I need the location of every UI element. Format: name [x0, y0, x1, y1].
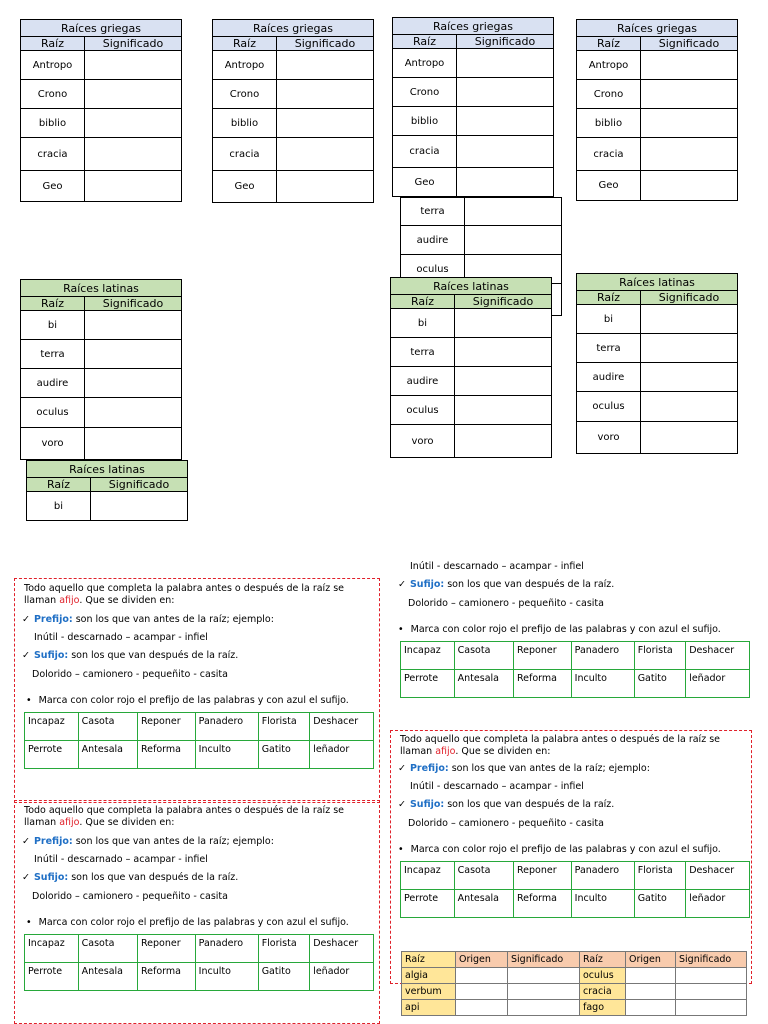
- root-cell: Geo: [393, 168, 457, 197]
- check-icon: ✓: [22, 650, 30, 662]
- root-cell: voro: [21, 428, 85, 460]
- meaning-cell[interactable]: [641, 80, 738, 109]
- prefix-examples: Inútil - descarnado – acampar - infiel: [34, 854, 208, 866]
- column-header-root: Raíz: [21, 297, 85, 311]
- bullet-icon: •: [26, 917, 32, 929]
- affix-intro: Todo aquello que completa la palabra antes o después de la raíz se llaman afijo. Que se dividen en:: [24, 583, 344, 607]
- column-header-origin: Origen: [456, 952, 508, 968]
- prefix-definition: ✓ Prefijo: son los que van antes de la raíz; ejemplo:: [22, 835, 274, 847]
- greek-roots-table-2: [212, 19, 374, 203]
- column-header-meaning: Significado: [508, 952, 580, 968]
- word-cell[interactable]: Gatito: [258, 963, 310, 991]
- meaning-cell[interactable]: [455, 396, 552, 425]
- meaning-cell[interactable]: [457, 168, 554, 197]
- affix-block-right-partial: [400, 561, 750, 698]
- check-icon: ✓: [22, 835, 30, 847]
- suffix-definition: ✓ Sufijo: son los que van después de la raíz.: [398, 579, 615, 591]
- word-cell[interactable]: Perrote: [25, 963, 79, 991]
- root-cell: Geo: [213, 171, 277, 203]
- word-cell[interactable]: Reponer: [513, 642, 571, 670]
- meaning-cell[interactable]: [85, 428, 182, 460]
- meaning-cell[interactable]: [455, 338, 552, 367]
- affix-intro: Todo aquello que completa la palabra antes o después de la raíz se llaman afijo. Que se dividen en:: [24, 805, 344, 829]
- column-header-root: Raíz: [213, 37, 277, 51]
- bullet-icon: •: [26, 695, 32, 707]
- column-header-meaning: Significado: [641, 291, 738, 305]
- column-header-root: Raíz: [27, 478, 91, 492]
- root-cell: bi: [21, 311, 85, 340]
- suffix-label: Sufijo:: [409, 799, 445, 811]
- root-cell: oculus: [577, 392, 641, 422]
- root-cell: oculus: [21, 398, 85, 428]
- meaning-cell[interactable]: [457, 78, 554, 107]
- instruction: • Marca con color rojo el prefijo de las palabras y con azul el sufijo.: [26, 695, 349, 707]
- root-cell: Crono: [577, 80, 641, 109]
- root-cell: voro: [391, 425, 455, 458]
- word-table: [400, 641, 750, 698]
- prefix-definition: ✓ Prefijo: son los que van antes de la raíz; ejemplo:: [398, 762, 650, 774]
- word-cell[interactable]: Reforma: [513, 890, 571, 918]
- column-header-meaning: Significado: [277, 37, 374, 51]
- meaning-cell[interactable]: [641, 138, 738, 171]
- root-cell: terra: [391, 338, 455, 367]
- meaning-cell[interactable]: [641, 392, 738, 422]
- suffix-definition: ✓ Sufijo: son los que van después de la raíz.: [398, 799, 615, 811]
- word-cell[interactable]: Incapaz: [25, 713, 79, 741]
- prefix-definition: ✓ Prefijo: son los que van antes de la raíz; ejemplo:: [22, 613, 274, 625]
- meaning-cell[interactable]: [85, 369, 182, 398]
- word-cell[interactable]: Reforma: [137, 963, 195, 991]
- meaning-cell[interactable]: [455, 309, 552, 338]
- prefix-label: Prefijo:: [33, 613, 73, 625]
- word-cell[interactable]: Deshacer: [310, 935, 374, 963]
- root-cell: Crono: [213, 80, 277, 109]
- column-header-root: Raíz: [580, 952, 626, 968]
- greek-roots-table-4: [576, 19, 738, 201]
- word-cell[interactable]: Inculto: [571, 890, 634, 918]
- root-cell: audire: [577, 363, 641, 392]
- table-title: Raíces latinas: [391, 278, 552, 295]
- latin-roots-table-3: [576, 273, 738, 454]
- latin-roots-table-1: [20, 279, 182, 460]
- origin-cell[interactable]: [626, 984, 676, 1000]
- word-cell[interactable]: Panadero: [571, 642, 634, 670]
- meaning-cell[interactable]: [85, 340, 182, 369]
- word-cell[interactable]: leñador: [686, 670, 750, 698]
- check-icon: ✓: [398, 762, 406, 774]
- word-cell[interactable]: Antesala: [78, 963, 137, 991]
- suffix-label: Sufijo:: [33, 650, 69, 662]
- word-cell[interactable]: Gatito: [634, 890, 686, 918]
- greek-roots-table-3: [392, 17, 554, 197]
- afijo-term: afijo: [435, 746, 456, 758]
- meaning-cell[interactable]: [641, 334, 738, 363]
- root-cell: Crono: [393, 78, 457, 107]
- meaning-cell[interactable]: [457, 49, 554, 78]
- meaning-cell[interactable]: [641, 363, 738, 392]
- word-cell[interactable]: Casota: [78, 713, 137, 741]
- meaning-cell[interactable]: [277, 80, 374, 109]
- check-icon: ✓: [22, 613, 30, 625]
- word-table: [24, 934, 374, 991]
- root-cell: Geo: [577, 171, 641, 201]
- root-cell: Antropo: [213, 51, 277, 80]
- origin-cell[interactable]: [456, 968, 508, 984]
- meaning-cell[interactable]: [85, 311, 182, 340]
- meaning-cell[interactable]: [277, 171, 374, 203]
- meaning-cell[interactable]: [641, 109, 738, 138]
- word-cell[interactable]: Casota: [78, 935, 137, 963]
- instruction: • Marca con color rojo el prefijo de las palabras y con azul el sufijo.: [26, 917, 349, 929]
- latin-roots-table-2: [390, 277, 552, 458]
- instruction: • Marca con color rojo el prefijo de las palabras y con azul el sufijo.: [398, 844, 721, 856]
- check-icon: ✓: [398, 799, 406, 811]
- root-cell: audire: [21, 369, 85, 398]
- word-cell[interactable]: Reforma: [513, 670, 571, 698]
- root-cell: oculus: [391, 396, 455, 425]
- meaning-cell[interactable]: [641, 51, 738, 80]
- meaning-cell[interactable]: [641, 171, 738, 201]
- root-cell: Antropo: [21, 51, 85, 80]
- word-cell[interactable]: Reponer: [137, 935, 195, 963]
- meaning-cell[interactable]: [91, 492, 188, 521]
- column-header-meaning: Significado: [85, 297, 182, 311]
- suffix-examples: Dolorido – camionero - pequeñito - casita: [408, 817, 604, 829]
- meaning-cell[interactable]: [85, 51, 182, 80]
- origin-cell[interactable]: [456, 984, 508, 1000]
- prefix-label: Prefijo:: [409, 762, 449, 774]
- column-header-root: Raíz: [393, 35, 457, 49]
- meaning-cell[interactable]: [85, 398, 182, 428]
- root-cell: Geo: [21, 171, 85, 202]
- root-cell: cracia: [580, 984, 626, 1000]
- check-icon: ✓: [22, 872, 30, 884]
- word-cell[interactable]: Casota: [454, 642, 513, 670]
- root-cell: terra: [21, 340, 85, 369]
- word-cell[interactable]: Panadero: [571, 862, 634, 890]
- table-title: Raíces griegas: [577, 20, 738, 37]
- root-cell: oculus: [401, 255, 465, 284]
- prefix-examples: Inútil - descarnado – acampar - infiel: [410, 781, 584, 793]
- word-cell[interactable]: Incapaz: [401, 862, 455, 890]
- meaning-cell[interactable]: [465, 226, 562, 255]
- root-cell: audire: [391, 367, 455, 396]
- meaning-cell[interactable]: [85, 80, 182, 109]
- word-cell[interactable]: leñador: [310, 741, 374, 769]
- meaning-cell[interactable]: [676, 1000, 747, 1016]
- greek-roots-table-1: [20, 19, 182, 202]
- root-cell: bi: [391, 309, 455, 338]
- meaning-cell[interactable]: [277, 138, 374, 171]
- word-table: [24, 712, 374, 769]
- suffix-definition: ✓ Sufijo: son los que van después de la raíz.: [22, 872, 239, 884]
- word-cell[interactable]: Panadero: [195, 935, 258, 963]
- root-cell: oculus: [580, 968, 626, 984]
- column-header-meaning: Significado: [85, 37, 182, 51]
- root-cell: bi: [577, 305, 641, 334]
- root-origin-table: [401, 951, 747, 1016]
- affix-block-left-bottom: [24, 805, 374, 991]
- afijo-term: afijo: [59, 595, 80, 607]
- afijo-term: afijo: [59, 817, 80, 829]
- word-table: [400, 861, 750, 918]
- word-cell[interactable]: Florista: [634, 862, 686, 890]
- root-cell: verbum: [402, 984, 456, 1000]
- word-cell[interactable]: leñador: [310, 963, 374, 991]
- root-cell: fago: [580, 1000, 626, 1016]
- meaning-cell[interactable]: [508, 984, 580, 1000]
- meaning-cell[interactable]: [465, 198, 562, 226]
- suffix-label: Sufijo:: [33, 872, 69, 884]
- root-cell: biblio: [393, 107, 457, 136]
- bullet-icon: •: [398, 844, 404, 856]
- column-header-meaning: Significado: [455, 295, 552, 309]
- prefix-examples: Inútil - descarnado – acampar - infiel: [34, 632, 208, 644]
- meaning-cell[interactable]: [676, 968, 747, 984]
- root-cell: cracia: [393, 136, 457, 168]
- word-cell[interactable]: Reponer: [137, 713, 195, 741]
- word-cell[interactable]: Reponer: [513, 862, 571, 890]
- root-cell: cracia: [577, 138, 641, 171]
- word-cell[interactable]: Panadero: [195, 713, 258, 741]
- affix-intro: Todo aquello que completa la palabra antes o después de la raíz se llaman afijo. Que se dividen en:: [400, 734, 720, 758]
- instruction: • Marca con color rojo el prefijo de las palabras y con azul el sufijo.: [398, 624, 721, 636]
- word-cell[interactable]: Deshacer: [686, 642, 750, 670]
- root-cell: Crono: [21, 80, 85, 109]
- prefix-examples: Inútil - descarnado – acampar - infiel: [410, 561, 584, 572]
- column-header-root: Raíz: [402, 952, 456, 968]
- word-cell[interactable]: Perrote: [401, 890, 455, 918]
- column-header-meaning: Significado: [641, 37, 738, 51]
- meaning-cell[interactable]: [277, 51, 374, 80]
- prefix-label: Prefijo:: [33, 835, 73, 847]
- meaning-cell[interactable]: [85, 138, 182, 171]
- root-cell: biblio: [213, 109, 277, 138]
- suffix-examples: Dolorido – camionero - pequeñito - casita: [32, 668, 228, 680]
- word-cell[interactable]: Inculto: [571, 670, 634, 698]
- word-cell[interactable]: Deshacer: [686, 862, 750, 890]
- table-title: Raíces latinas: [27, 461, 188, 478]
- suffix-label: Sufijo:: [409, 579, 445, 591]
- suffix-examples: Dolorido – camionero - pequeñito - casita: [32, 890, 228, 902]
- check-icon: ✓: [398, 579, 406, 591]
- root-cell: algia: [402, 968, 456, 984]
- word-cell[interactable]: Antesala: [454, 670, 513, 698]
- root-cell: terra: [577, 334, 641, 363]
- column-header-meaning: Significado: [676, 952, 747, 968]
- latin-roots-table-4: [26, 460, 188, 521]
- bullet-icon: •: [398, 624, 404, 636]
- meaning-cell[interactable]: [508, 968, 580, 984]
- meaning-cell[interactable]: [277, 109, 374, 138]
- root-cell: bi: [27, 492, 91, 521]
- meaning-cell[interactable]: [676, 984, 747, 1000]
- meaning-cell[interactable]: [457, 136, 554, 168]
- root-cell: audire: [401, 226, 465, 255]
- word-cell[interactable]: Gatito: [634, 670, 686, 698]
- word-cell[interactable]: Perrote: [25, 741, 79, 769]
- root-cell: Antropo: [577, 51, 641, 80]
- table-title: Raíces griegas: [21, 20, 182, 37]
- meaning-cell[interactable]: [641, 305, 738, 334]
- word-cell[interactable]: Deshacer: [310, 713, 374, 741]
- suffix-examples: Dolorido – camionero - pequeñito - casita: [408, 597, 604, 609]
- meaning-cell[interactable]: [85, 171, 182, 202]
- root-cell: api: [402, 1000, 456, 1016]
- origin-cell[interactable]: [456, 1000, 508, 1016]
- word-cell[interactable]: Reforma: [137, 741, 195, 769]
- meaning-cell[interactable]: [455, 367, 552, 396]
- column-header-root: Raíz: [577, 291, 641, 305]
- affix-block-right: [400, 734, 750, 918]
- table-title: Raíces griegas: [213, 20, 374, 37]
- table-title: Raíces latinas: [21, 280, 182, 297]
- column-header-root: Raíz: [391, 295, 455, 309]
- meaning-cell[interactable]: [455, 425, 552, 458]
- affix-block-left-top: [24, 583, 374, 769]
- root-cell: terra: [401, 198, 465, 226]
- meaning-cell[interactable]: [85, 109, 182, 138]
- root-cell: cracia: [213, 138, 277, 171]
- word-cell[interactable]: Antesala: [78, 741, 137, 769]
- column-header-root: Raíz: [577, 37, 641, 51]
- word-cell[interactable]: Florista: [258, 935, 310, 963]
- table-title: Raíces griegas: [393, 18, 554, 35]
- meaning-cell[interactable]: [457, 107, 554, 136]
- word-cell[interactable]: Inculto: [195, 963, 258, 991]
- word-cell[interactable]: Perrote: [401, 670, 455, 698]
- origin-cell[interactable]: [626, 1000, 676, 1016]
- word-cell[interactable]: Florista: [258, 713, 310, 741]
- word-cell[interactable]: Antesala: [454, 890, 513, 918]
- root-cell: biblio: [21, 109, 85, 138]
- root-cell: cracia: [21, 138, 85, 171]
- origin-cell[interactable]: [626, 968, 676, 984]
- root-cell: voro: [577, 422, 641, 454]
- word-cell[interactable]: Incapaz: [401, 642, 455, 670]
- suffix-definition: ✓ Sufijo: son los que van después de la raíz.: [22, 650, 239, 662]
- word-cell[interactable]: Incapaz: [25, 935, 79, 963]
- table-title: Raíces latinas: [577, 274, 738, 291]
- column-header-meaning: Significado: [457, 35, 554, 49]
- column-header-origin: Origen: [626, 952, 676, 968]
- root-cell: biblio: [577, 109, 641, 138]
- word-cell[interactable]: Casota: [454, 862, 513, 890]
- word-cell[interactable]: Florista: [634, 642, 686, 670]
- word-cell[interactable]: Gatito: [258, 741, 310, 769]
- root-cell: Antropo: [393, 49, 457, 78]
- column-header-meaning: Significado: [91, 478, 188, 492]
- column-header-root: Raíz: [21, 37, 85, 51]
- word-cell[interactable]: leñador: [686, 890, 750, 918]
- meaning-cell[interactable]: [641, 422, 738, 454]
- meaning-cell[interactable]: [508, 1000, 580, 1016]
- word-cell[interactable]: Inculto: [195, 741, 258, 769]
